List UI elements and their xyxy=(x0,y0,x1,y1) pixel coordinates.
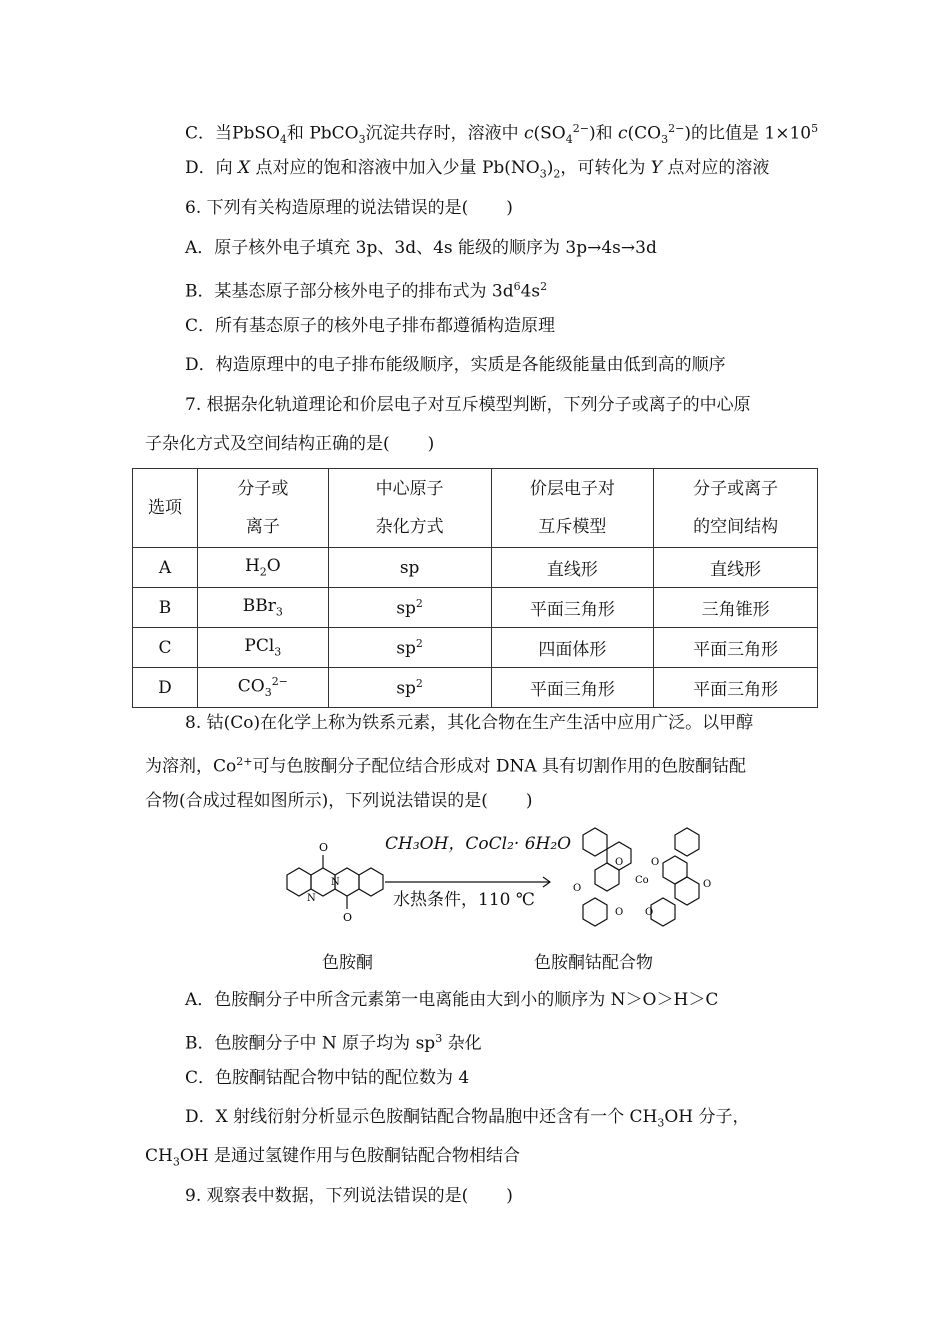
q7-stem-1: 7. 根据杂化轨道理论和价层电子对互斥模型判断，下列分子或离子的中心原 xyxy=(185,395,751,415)
q8-option-a: A．色胺酮分子中所含元素第一电离能由大到小的顺序为 N＞O＞H＞C xyxy=(185,990,719,1010)
row-vsepr: 直线形 xyxy=(491,548,654,588)
row-molecule: $H_2O$ xyxy=(197,548,328,588)
header-shape: 分子或离子 的空间结构 xyxy=(654,469,818,548)
q6-option-a: A．原子核外电子填充 3p、3d、4s 能级的顺序为 3p→4s→3d xyxy=(185,238,657,258)
row-hybrid: $sp^2$ xyxy=(328,668,491,708)
reaction-figure xyxy=(265,825,725,940)
svg-text:O: O xyxy=(615,857,624,868)
svg-text:Co: Co xyxy=(635,875,649,886)
svg-text:O: O xyxy=(615,907,624,918)
q6-option-d: D．构造原理中的电子排布能级顺序，实质是各能级能量由低到高的顺序 xyxy=(185,355,726,375)
table-row xyxy=(133,628,818,668)
header-vsepr: 价层电子对 互斥模型 xyxy=(491,469,654,548)
row-option: D xyxy=(133,668,198,708)
row-hybrid: $sp^2$ xyxy=(328,628,491,668)
benzene-ring-left xyxy=(287,868,311,896)
svg-text:O: O xyxy=(319,841,329,854)
svg-text:O: O xyxy=(343,911,353,924)
row-molecule: $CO_3^{2-}$ xyxy=(197,668,328,708)
reaction-reagent: CH₃OH，CoCl₂· 6H₂O xyxy=(385,834,572,854)
caption-tryptanthrin: 色胺酮 xyxy=(322,953,373,973)
caption-cobalt-complex: 色胺酮钴配合物 xyxy=(534,953,653,973)
row-option: C xyxy=(133,628,198,668)
row-shape: 平面三角形 xyxy=(654,668,818,708)
header-option: 选项 xyxy=(133,469,198,548)
row-hybrid: sp xyxy=(328,548,491,588)
svg-text:O: O xyxy=(703,879,712,890)
table-header-row xyxy=(133,469,818,548)
row-vsepr: 平面三角形 xyxy=(491,588,654,628)
q8-option-b: B．色胺酮分子中 N 原子均为 $sp^3$ 杂化 xyxy=(185,1032,482,1054)
svg-text:N: N xyxy=(331,877,340,888)
svg-text:O: O xyxy=(651,857,660,868)
q8-option-d-1: D．X 射线衍射分析显示色胺酮钴配合物晶胞中还含有一个 $CH_3OH$ 分子， xyxy=(185,1107,750,1130)
table-row xyxy=(133,668,818,708)
q8-stem-2: 为溶剂，$Co^{2+}$可与色胺酮分子配位结合形成对 DNA 具有切割作用的色胺酮钴配 xyxy=(145,755,747,777)
row-shape: 三角锥形 xyxy=(654,588,818,628)
q5-option-d: D．向 X 点对应的饱和溶液中加入少量 $Pb(NO_3)_2$，可转化为 Y 点对应的溶液 xyxy=(185,158,770,181)
q5-option-c: C．当PbSO$_4$和 PbCO$_3$沉淀共存时，溶液中 $c(SO_4^{2-})$和 $c(CO_3^{2-})$的比值是 $1\times 10^5$ xyxy=(185,122,819,147)
row-vsepr: 平面三角形 xyxy=(491,668,654,708)
row-molecule: PCl$_3$ xyxy=(197,628,328,668)
reaction-condition: 水热条件，110 ℃ xyxy=(393,890,535,910)
svg-text:N: N xyxy=(307,893,316,904)
q8-stem-1: 8. 钴(Co)在化学上称为铁系元素，其化合物在生产生活中应用广泛。以甲醇 xyxy=(185,713,754,733)
q7-stem-2: 子杂化方式及空间结构正确的是( ) xyxy=(145,434,435,454)
q8-option-d-2: $CH_3OH$ 是通过氢键作用与色胺酮钴配合物相结合 xyxy=(145,1146,521,1169)
table-row xyxy=(133,588,818,628)
q8-stem-3: 合物(合成过程如图所示)，下列说法错误的是( ) xyxy=(145,791,533,811)
row-shape: 直线形 xyxy=(654,548,818,588)
row-shape: 平面三角形 xyxy=(654,628,818,668)
q9-stem: 9. 观察表中数据，下列说法错误的是( ) xyxy=(185,1186,513,1206)
table-row xyxy=(133,548,818,588)
row-hybrid: $sp^2$ xyxy=(328,588,491,628)
q8-option-c: C．色胺酮钴配合物中钴的配位数为 4 xyxy=(185,1068,470,1088)
q6-option-b: B．某基态原子部分核外电子的排布式为 $3d^64s^2$ xyxy=(185,280,548,302)
row-option: B xyxy=(133,588,198,628)
svg-text:O: O xyxy=(645,907,654,918)
q6-option-c: C．所有基态原子的核外电子排布都遵循构造原理 xyxy=(185,316,556,336)
q6-stem: 6. 下列有关构造原理的说法错误的是( ) xyxy=(185,198,513,218)
row-option: A xyxy=(133,548,198,588)
q7-table xyxy=(132,468,818,708)
row-vsepr: 四面体形 xyxy=(491,628,654,668)
header-hybrid: 中心原子 杂化方式 xyxy=(328,469,491,548)
header-molecule: 分子或 离子 xyxy=(197,469,328,548)
row-molecule: BBr$_3$ xyxy=(197,588,328,628)
svg-text:O: O xyxy=(573,883,582,894)
